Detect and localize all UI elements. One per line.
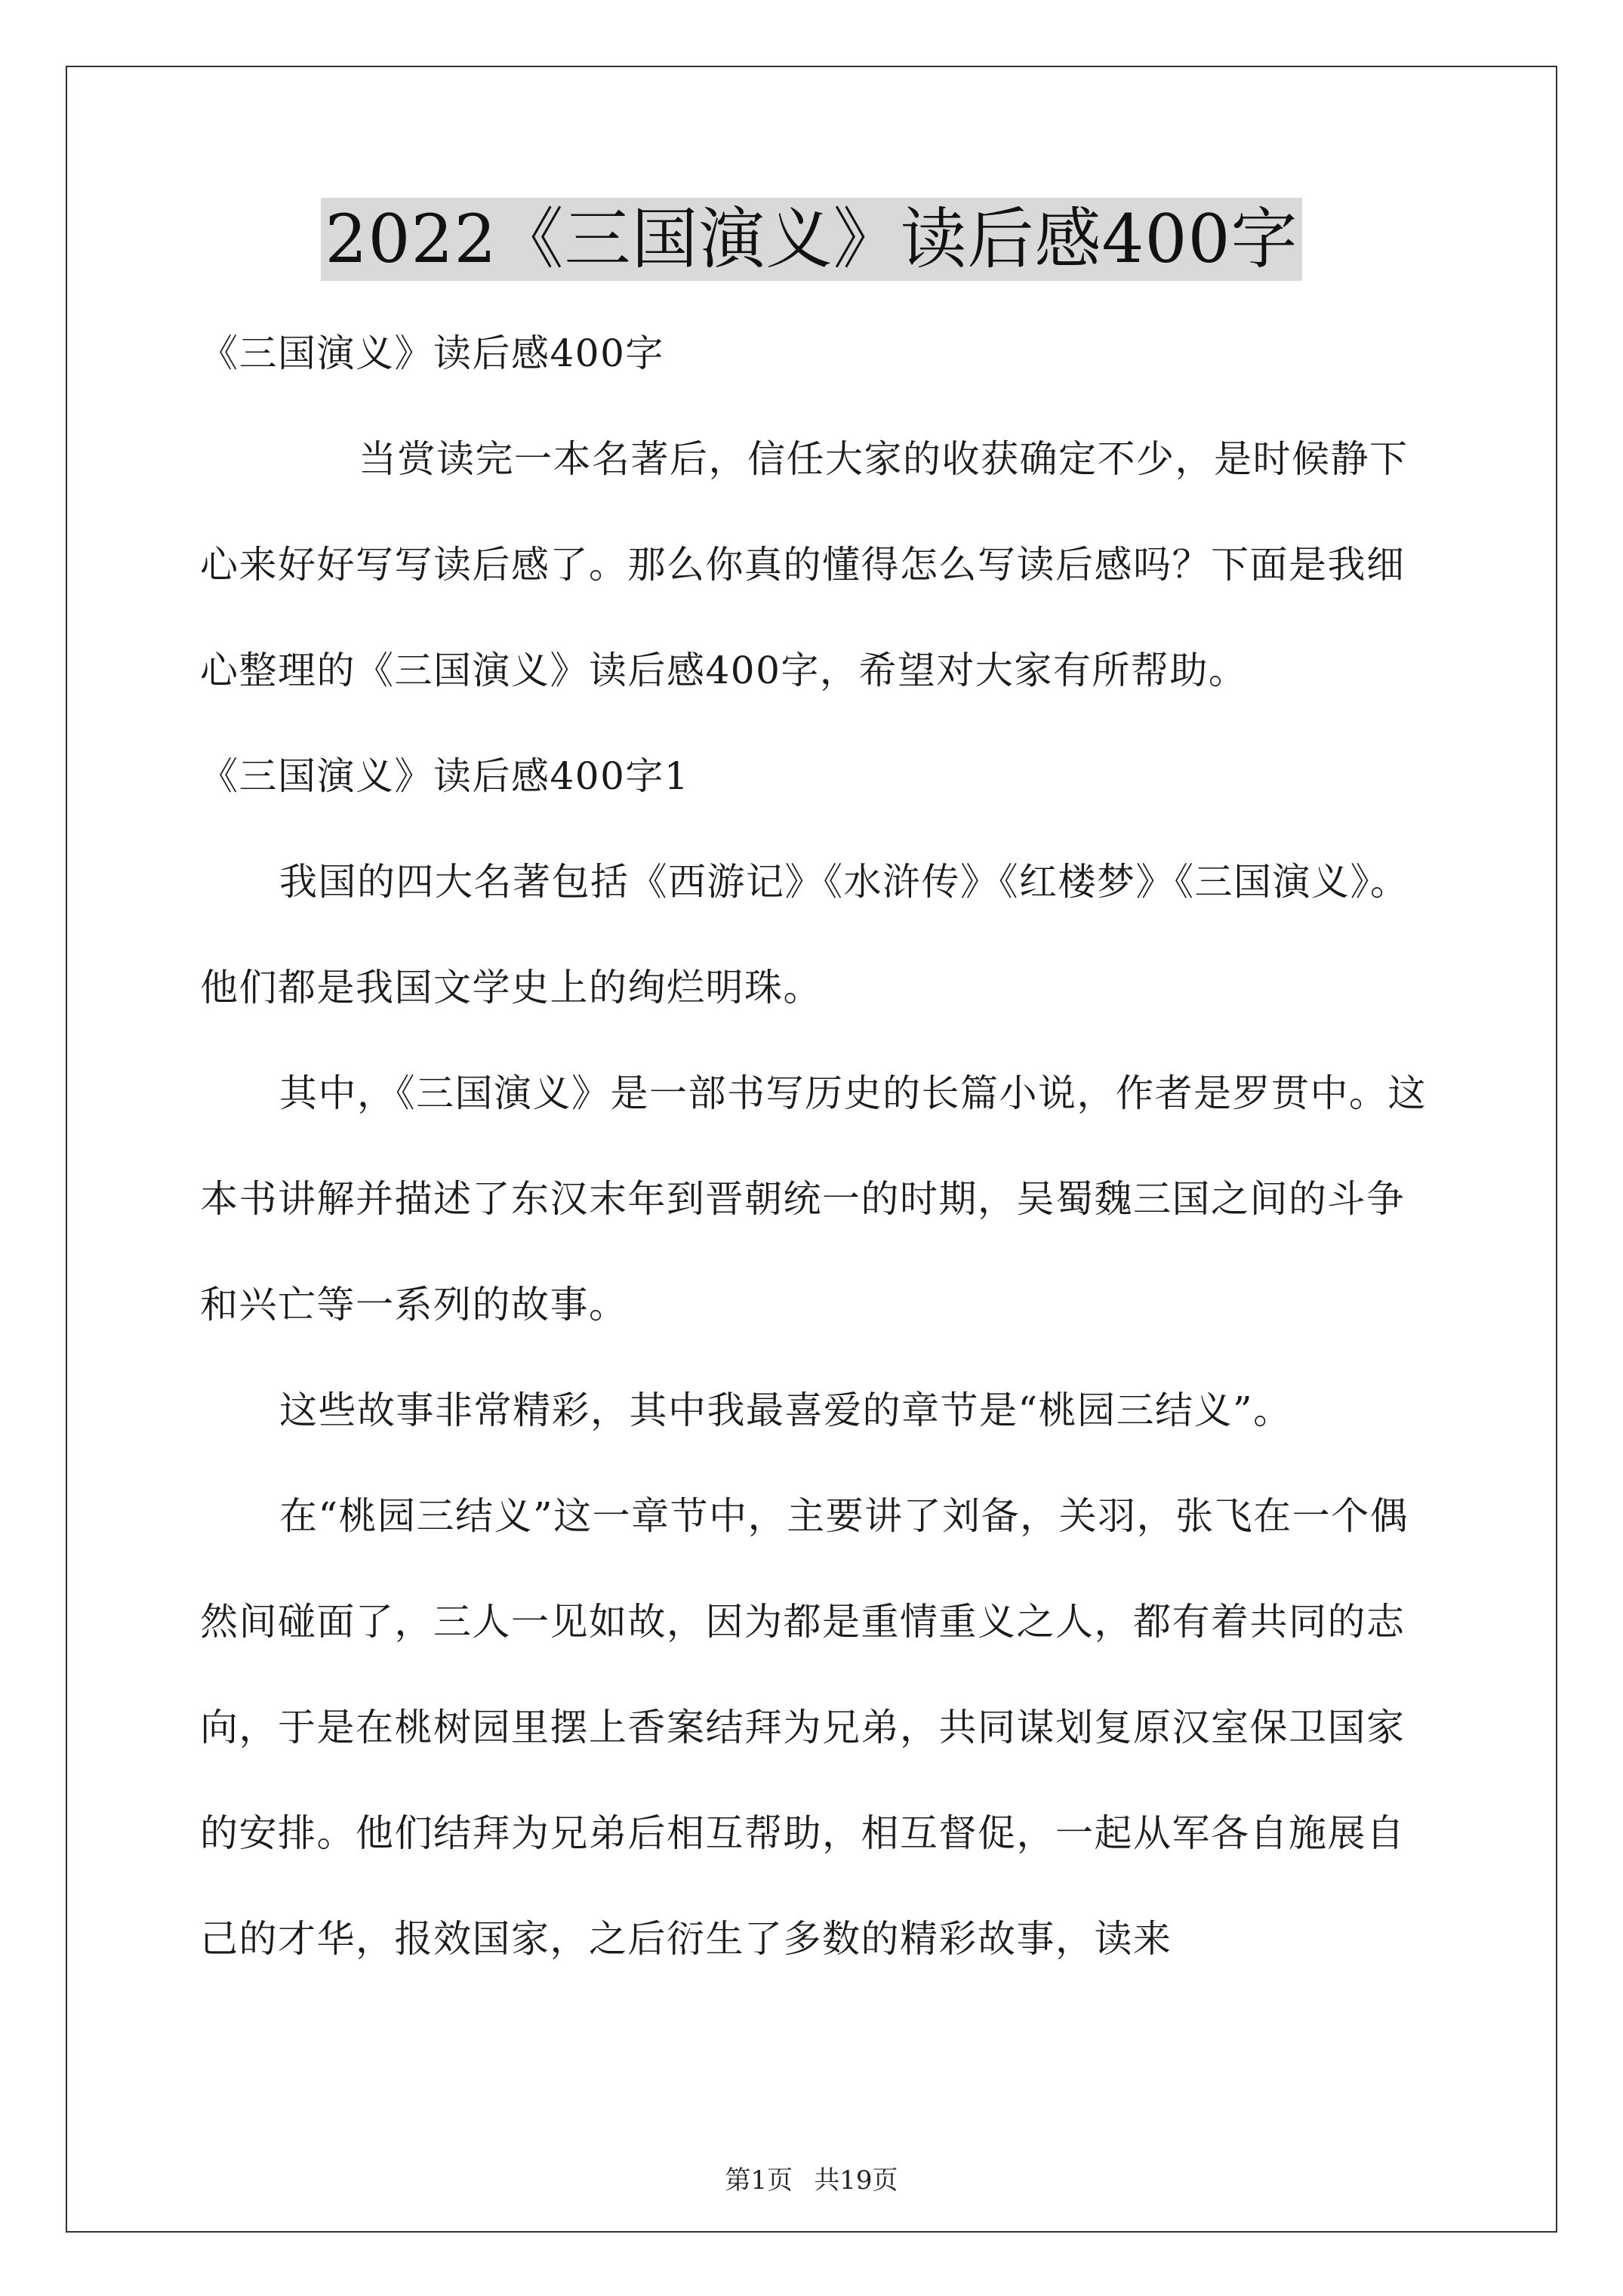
paragraph-body: 其中，《三国演义》是一部书写历史的长篇小说，作者是罗贯中。这本书讲解并描述了东汉末年到晋朝统一的时期，吴蜀魏三国之间的斗争和兴亡等一系列的故事。 (200, 1071, 1427, 1327)
paragraph-section-heading: 《三国演义》读后感400字1 (200, 754, 690, 798)
document-title: 2022《三国演义》读后感400字 (321, 198, 1303, 281)
paragraph-body: 我国的四大名著包括《西游记》《水浒传》《红楼梦》《三国演义》。他们都是我国文学史上的绚烂明珠。 (200, 860, 1409, 1009)
paragraph-subtitle: 《三国演义》读后感400字 (200, 331, 664, 375)
page-footer (0, 2164, 1623, 2197)
paragraph-intro: 当赏读完一本名著后，信任大家的收获确定不少，是时候静下心来好好写写读后感了。那么你真的懂得怎么写读后感吗？下面是我细心整理的《三国演义》读后感400字，希望对大家有所帮助。 (200, 437, 1409, 692)
paragraph-body: 在“桃园三结义”这一章节中，主要讲了刘备，关羽，张飞在一个偶然间碰面了，三人一见如故，因为都是重情重义之人，都有着共同的志向，于是在桃树园里摆上香案结拜为兄弟，共同谋划复原汉室保卫国家的安排。他们结拜为兄弟后相互帮助，相互督促，一起从军各自施展自己的才华，报效国家，之后衍生了多数的精彩故事，读来 (200, 1494, 1409, 1961)
page-number-total: 共19页 (814, 2165, 898, 2196)
page-number-current: 第1页 (725, 2165, 793, 2196)
title-container (0, 198, 1623, 281)
paragraph-body: 这些故事非常精彩，其中我最喜爱的章节是“桃园三结义”。 (279, 1388, 1292, 1432)
document-body (200, 300, 1438, 1992)
